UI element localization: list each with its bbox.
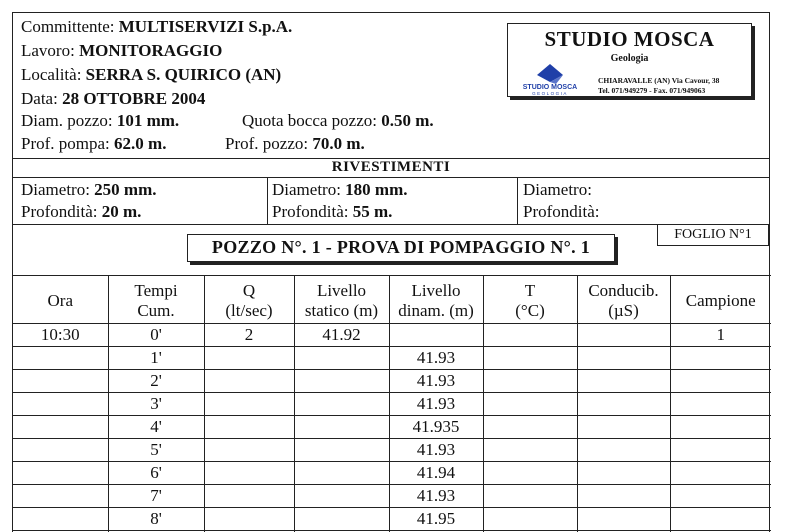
- profondita-label: Profondità:: [523, 202, 600, 221]
- table-cell: 1': [108, 347, 204, 370]
- table-cell: [577, 393, 670, 416]
- table-cell: 41.92: [294, 324, 389, 347]
- table-cell: [577, 416, 670, 439]
- column-header: [108, 276, 204, 324]
- table-cell: [204, 439, 294, 462]
- table-cell: 41.93: [389, 370, 483, 393]
- table-cell: [670, 508, 771, 531]
- table-cell: [13, 439, 108, 462]
- prof-pozzo-line: [225, 134, 365, 154]
- table-cell: 8': [108, 508, 204, 531]
- table-cell: [483, 485, 577, 508]
- mountain-logo-icon: [520, 62, 580, 96]
- table-cell: [577, 508, 670, 531]
- table-cell: [294, 508, 389, 531]
- table-row: [13, 393, 771, 416]
- table-cell: [13, 462, 108, 485]
- table-cell: [483, 393, 577, 416]
- quota-value: 0.50 m.: [381, 111, 434, 130]
- table-cell: 41.93: [389, 485, 483, 508]
- column-header-line2: dinam. (m): [398, 300, 474, 320]
- column-header-line1: Campione: [685, 290, 756, 310]
- rivestimento-2-profondita: [272, 202, 392, 222]
- table-cell: [670, 347, 771, 370]
- table-cell: [483, 439, 577, 462]
- table-cell: [294, 485, 389, 508]
- logo-subtitle: Geologia: [610, 53, 649, 64]
- rivestimenti-divider: [267, 177, 268, 224]
- table-cell: 10:30: [13, 324, 108, 347]
- table-cell: [204, 462, 294, 485]
- column-header-line2: (°C): [515, 300, 545, 320]
- committente-line: [21, 17, 292, 37]
- table-cell: [670, 462, 771, 485]
- table-row: [13, 370, 771, 393]
- data-line: [21, 89, 205, 109]
- table-cell: [577, 324, 670, 347]
- rivestimento-1-profondita: [21, 202, 141, 222]
- table-cell: [577, 439, 670, 462]
- table-body: [13, 324, 771, 532]
- table-cell: 5': [108, 439, 204, 462]
- table-cell: [294, 370, 389, 393]
- divider: [13, 224, 769, 225]
- table-header-row: [13, 276, 771, 324]
- table-row: [13, 485, 771, 508]
- table-cell: 2: [204, 324, 294, 347]
- table-cell: [483, 462, 577, 485]
- table-cell: [13, 485, 108, 508]
- column-header: [13, 276, 108, 324]
- prof-pompa-value: 62.0 m.: [114, 134, 167, 153]
- prof-pompa-label: Prof. pompa:: [21, 134, 110, 153]
- table-cell: [577, 462, 670, 485]
- localita-line: [21, 65, 281, 85]
- diam-pozzo-value: 101 mm.: [116, 111, 180, 130]
- column-header-line1: Q: [242, 280, 256, 300]
- table-row: [13, 439, 771, 462]
- table-cell: [294, 347, 389, 370]
- table-cell: 41.95: [389, 508, 483, 531]
- column-header-line2: (µS): [608, 300, 639, 320]
- rivestimento-2-diametro: [272, 180, 408, 200]
- table-cell: [204, 347, 294, 370]
- table-cell: [670, 439, 771, 462]
- table-cell: [204, 416, 294, 439]
- table-cell: [294, 393, 389, 416]
- well-test-sheet: [12, 12, 770, 532]
- table-cell: [483, 416, 577, 439]
- logo-phone-line: Tel. 071/949279 - Fax. 071/949063: [598, 86, 706, 95]
- column-header: [670, 276, 771, 324]
- column-header-line2: Cum.: [137, 300, 175, 320]
- logo-address-line: CHIARAVALLE (AN) Via Cavour, 38: [598, 76, 720, 85]
- profondita-value: 20 m.: [101, 202, 142, 221]
- lavoro-line: [21, 41, 222, 61]
- table-cell: [13, 347, 108, 370]
- table-cell: 1: [670, 324, 771, 347]
- profondita-label: Profondità:: [21, 202, 98, 221]
- table-cell: [13, 393, 108, 416]
- rivestimento-3-diametro: [523, 180, 592, 200]
- table-cell: 41.93: [389, 347, 483, 370]
- column-header: [294, 276, 389, 324]
- data-value: 28 OTTOBRE 2004: [62, 89, 206, 108]
- diametro-value: 250 mm.: [94, 180, 157, 199]
- table-cell: [204, 370, 294, 393]
- lavoro-label: Lavoro:: [21, 41, 75, 60]
- table-cell: [483, 324, 577, 347]
- table-cell: 2': [108, 370, 204, 393]
- logo-title: STUDIO MOSCA: [544, 27, 715, 51]
- rivestimento-3-profondita: [523, 202, 600, 222]
- table-cell: [204, 485, 294, 508]
- table-cell: [670, 393, 771, 416]
- table-cell: 41.94: [389, 462, 483, 485]
- table-cell: 0': [108, 324, 204, 347]
- column-header-line2: statico (m): [304, 300, 379, 320]
- table-cell: [577, 347, 670, 370]
- table-cell: 4': [108, 416, 204, 439]
- column-header-line1: Ora: [47, 290, 73, 310]
- quota-line: [242, 111, 434, 131]
- table-cell: 7': [108, 485, 204, 508]
- rivestimenti-divider: [517, 177, 518, 224]
- table-cell: [13, 416, 108, 439]
- profondita-label: Profondità:: [272, 202, 349, 221]
- table-cell: [294, 462, 389, 485]
- table-row: [13, 324, 771, 347]
- prof-pompa-line: [21, 134, 166, 154]
- localita-label: Località:: [21, 65, 82, 84]
- table-cell: [670, 485, 771, 508]
- table-cell: [389, 324, 483, 347]
- table-row: [13, 347, 771, 370]
- column-header-line1: Livello: [316, 280, 367, 300]
- divider: [13, 177, 769, 178]
- table-cell: [13, 370, 108, 393]
- table-cell: 3': [108, 393, 204, 416]
- prof-pozzo-label: Prof. pozzo:: [225, 134, 309, 153]
- data-label: Data:: [21, 89, 58, 108]
- logo-mark-text: STUDIO MOSCA: [522, 84, 578, 91]
- table-cell: [294, 439, 389, 462]
- test-title: POZZO N°. 1 - PROVA DI POMPAGGIO N°. 1: [187, 234, 615, 262]
- table-cell: [204, 393, 294, 416]
- column-header: [577, 276, 670, 324]
- column-header-line1: Livello: [411, 280, 461, 300]
- column-header-line1: Conducib.: [588, 280, 659, 300]
- committente-label: Committente:: [21, 17, 115, 36]
- table-cell: [204, 508, 294, 531]
- table-cell: [670, 370, 771, 393]
- foglio-label: FOGLIO N°1: [657, 224, 769, 246]
- table-cell: [670, 416, 771, 439]
- pumping-data-table: [13, 275, 771, 532]
- table-row: [13, 462, 771, 485]
- diam-pozzo-line: [21, 111, 179, 131]
- table-cell: [483, 370, 577, 393]
- table-cell: [13, 508, 108, 531]
- table-cell: [577, 370, 670, 393]
- diam-pozzo-label: Diam. pozzo:: [21, 111, 113, 130]
- quota-label: Quota bocca pozzo:: [242, 111, 377, 130]
- localita-value: SERRA S. QUIRICO (AN): [85, 65, 282, 84]
- column-header: [204, 276, 294, 324]
- table-row: [13, 508, 771, 531]
- table-cell: [483, 508, 577, 531]
- diametro-label: Diametro:: [272, 180, 341, 199]
- table-cell: [577, 485, 670, 508]
- table-cell: 6': [108, 462, 204, 485]
- studio-logo: [507, 23, 752, 97]
- profondita-value: 55 m.: [352, 202, 393, 221]
- committente-value: MULTISERVIZI S.p.A.: [118, 17, 293, 36]
- diametro-label: Diametro:: [21, 180, 90, 199]
- column-header: [389, 276, 483, 324]
- table-cell: 41.93: [389, 393, 483, 416]
- table-row: [13, 416, 771, 439]
- logo-mark-sub: GEOLOGIA: [532, 91, 568, 96]
- table-cell: [483, 347, 577, 370]
- column-header-line1: T: [524, 280, 536, 300]
- table-cell: 41.93: [389, 439, 483, 462]
- rivestimento-1-diametro: [21, 180, 157, 200]
- logo-address: [598, 76, 719, 96]
- table-cell: [294, 416, 389, 439]
- column-header: [483, 276, 577, 324]
- table-cell: 41.935: [389, 416, 483, 439]
- column-header-line2: (lt/sec): [225, 300, 273, 320]
- rivestimenti-title: RIVESTIMENTI: [331, 159, 451, 175]
- column-header-line1: Tempi: [134, 280, 178, 300]
- diametro-value: 180 mm.: [345, 180, 408, 199]
- diametro-label: Diametro:: [523, 180, 592, 199]
- lavoro-value: MONITORAGGIO: [79, 41, 223, 60]
- prof-pozzo-value: 70.0 m.: [312, 134, 365, 153]
